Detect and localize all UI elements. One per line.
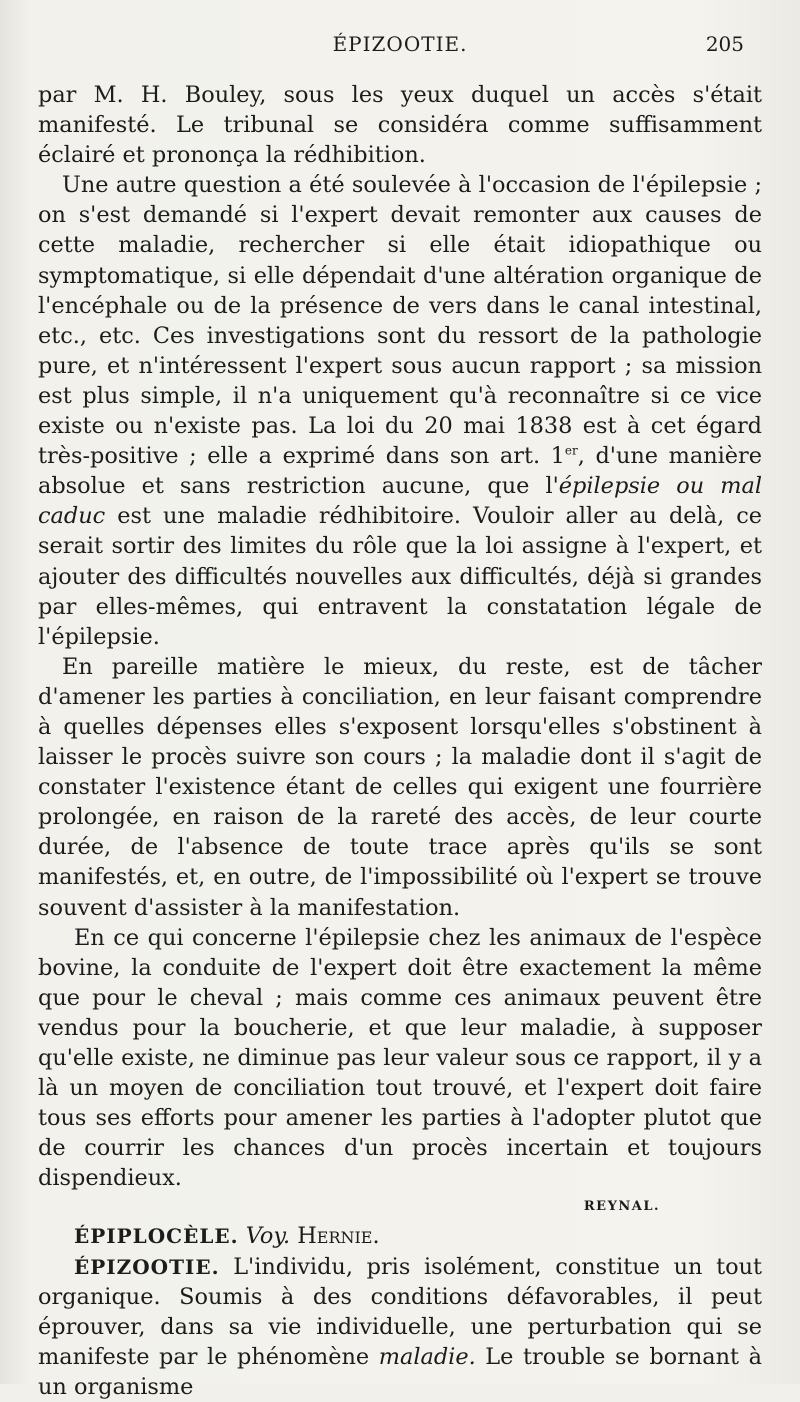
paragraph-2-superscript: er xyxy=(564,443,578,458)
entry-epiplocele-voy: Voy. xyxy=(245,1223,291,1250)
paragraph-2-text-a: Une autre question a été soulevée à l'occasion de l'épilepsie ; on s'est demandé si l'expert devait remonter aux causes de cette maladie, rechercher si elle était idiopathique ou symptomatique, si elle dépendait d'une altération organique de l'encéphale ou de la présence de vers dans le canal intestinal, etc., etc. Ces investigations sont du ressort de la pathologie pure, et n'intéressent l'expert sous aucun rapport ; sa mission est plus simple, il n'a uniquement qu'à reconnaître si ce vice existe ou n'existe pas. La loi du 20 mai 1838 est à cet égard très-positive ; elle a exprimé dans son art. 1 xyxy=(38,172,762,470)
body-text xyxy=(38,80,762,1402)
paragraph-2-text-c: est une maladie rédhibitoire. Vouloir aller au delà, ce serait sortir des limites du rôle que la loi assigne à l'expert, et ajouter des difficultés nouvelles aux difficultés, déjà si grandes par elles-mêmes, qui entravent la constatation légale de l'épilepsie. xyxy=(38,503,762,650)
entry-epizootie-italic: maladie. xyxy=(378,1343,476,1370)
page-number: 205 xyxy=(705,32,744,56)
entry-epizootie xyxy=(38,1252,762,1402)
running-title: ÉPIZOOTIE. xyxy=(332,32,468,56)
paragraph-1: par M. H. Bouley, sous les yeux duquel un accès s'était manifesté. Le tribunal se considéra comme suffisamment éclairé et prononça la rédhibition. xyxy=(38,82,762,169)
paragraph-4: En ce qui concerne l'épilepsie chez les animaux de l'espèce bovine, la conduite de l'expert doit être exactement la même que pour le cheval ; mais comme ces animaux peuvent être vendus pour la boucherie, et que leur maladie, à supposer qu'elle existe, ne diminue pas leur valeur sous ce rapport, il y a là un moyen de conciliation tout trouvé, et l'expert doit faire tous ses efforts pour amener les parties à l'adopter plutot que de courrir les chances d'un procès incertain et toujours dispendieux. xyxy=(38,924,762,1192)
entry-epizootie-text-a: L'individu, pris isolément, constitue un tout organique. Soumis à des conditions défavorables, il peut éprouver, dans sa vie individuelle, une perturbation qui se manifeste par le phénomène xyxy=(38,1253,762,1370)
running-header xyxy=(0,32,800,62)
entry-epiplocele xyxy=(38,1221,762,1251)
entry-epiplocele-ref: Hernie. xyxy=(297,1223,380,1250)
entry-epizootie-text-b: Le trouble se bornant à un organisme xyxy=(38,1343,762,1400)
author-signature: REYNAL. xyxy=(583,1199,660,1215)
entry-epiplocele-head: ÉPIPLOCÈLE. xyxy=(74,1224,239,1249)
entry-epizootie-head: ÉPIZOOTIE. xyxy=(74,1254,220,1279)
paragraph-2 xyxy=(38,170,762,652)
paragraph-2-italic: épilepsie ou mal caduc xyxy=(38,473,762,530)
paragraph-2-text-b: , d'une manière absolue et sans restriction aucune, que l' xyxy=(38,443,762,500)
paragraph-3: En pareille matière le mieux, du reste, est de tâcher d'amener les parties à conciliation, en leur faisant comprendre à quelles dépenses elles s'exposent lorsqu'elles s'obstinent à laisser le procès suivre son cours ; la maladie dont il s'agit de constater l'existence étant de celles qui exigent une fourrière prolongée, en raison de la rareté des accès, de leur courte durée, de l'absence de toute trace après qu'ils se sont manifestés, et, en outre, de l'impossibilité où l'expert se trouve souvent d'assister à la manifestation. xyxy=(38,653,762,921)
